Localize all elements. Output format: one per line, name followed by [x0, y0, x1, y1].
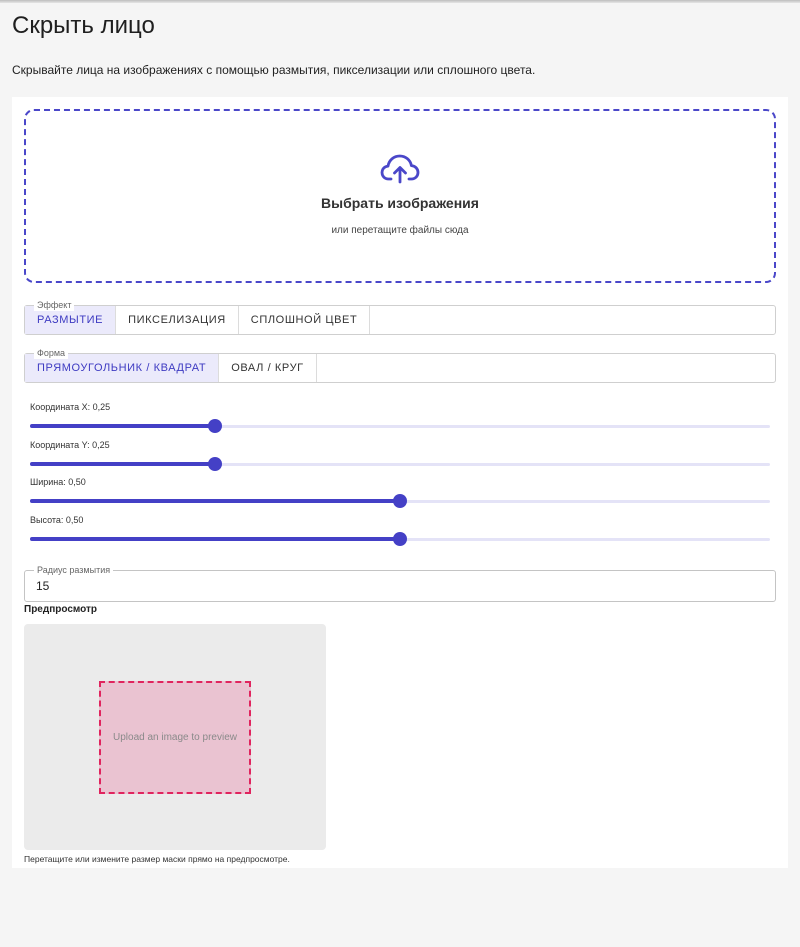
preview-hint: Перетащите или измените размер маски прямо на предпросмотре.	[24, 854, 290, 864]
slider-track	[30, 499, 400, 503]
shape-oval-button[interactable]: ОВАЛ / КРУГ	[219, 354, 317, 382]
shape-legend: Форма	[34, 347, 68, 359]
preview-canvas	[24, 624, 326, 850]
slider-y-label: Координата Y: 0,25	[30, 440, 110, 450]
slider-width[interactable]	[30, 494, 770, 508]
blur-radius-input[interactable]	[25, 571, 775, 601]
slider-x-label: Координата X: 0,25	[30, 402, 111, 412]
preview-title: Предпросмотр	[24, 604, 98, 615]
slider-width-label: Ширина: 0,50	[30, 477, 86, 487]
blur-radius-field	[24, 565, 776, 602]
slider-height-label: Высота: 0,50	[30, 515, 84, 525]
cloud-upload-icon	[380, 153, 420, 185]
tool-card	[12, 97, 788, 868]
slider-thumb[interactable]	[393, 532, 407, 546]
slider-x[interactable]	[30, 419, 770, 433]
effect-legend: Эффект	[34, 299, 74, 311]
blur-radius-legend: Радиус размытия	[34, 564, 113, 576]
slider-thumb[interactable]	[208, 419, 222, 433]
upload-dropzone[interactable]	[24, 109, 776, 283]
effect-blur-button[interactable]: РАЗМЫТИЕ	[25, 306, 116, 334]
top-shadow	[0, 0, 800, 3]
slider-track	[30, 537, 400, 541]
effect-pixelate-button[interactable]: ПИКСЕЛИЗАЦИЯ	[116, 306, 239, 334]
slider-height[interactable]	[30, 532, 770, 546]
slider-y[interactable]	[30, 457, 770, 471]
effect-solid-color-button[interactable]: СПЛОШНОЙ ЦВЕТ	[239, 306, 371, 334]
upload-subtitle: или перетащите файлы сюда	[331, 225, 469, 236]
shape-group	[24, 348, 776, 383]
slider-track	[30, 462, 215, 466]
page-description: Скрывайте лица на изображениях с помощью размытия, пикселизации или сплошного цвета.	[12, 63, 536, 77]
preview-placeholder: Upload an image to preview	[113, 732, 237, 743]
slider-track	[30, 424, 215, 428]
shape-toggle	[25, 354, 775, 382]
slider-thumb[interactable]	[393, 494, 407, 508]
upload-title: Выбрать изображения	[321, 195, 479, 211]
slider-thumb[interactable]	[208, 457, 222, 471]
effect-toggle	[25, 306, 775, 334]
page-title: Скрыть лицо	[12, 12, 155, 39]
face-mask-handle[interactable]	[99, 681, 251, 794]
shape-rectangle-button[interactable]: ПРЯМОУГОЛЬНИК / КВАДРАТ	[25, 354, 219, 382]
effect-group	[24, 300, 776, 335]
